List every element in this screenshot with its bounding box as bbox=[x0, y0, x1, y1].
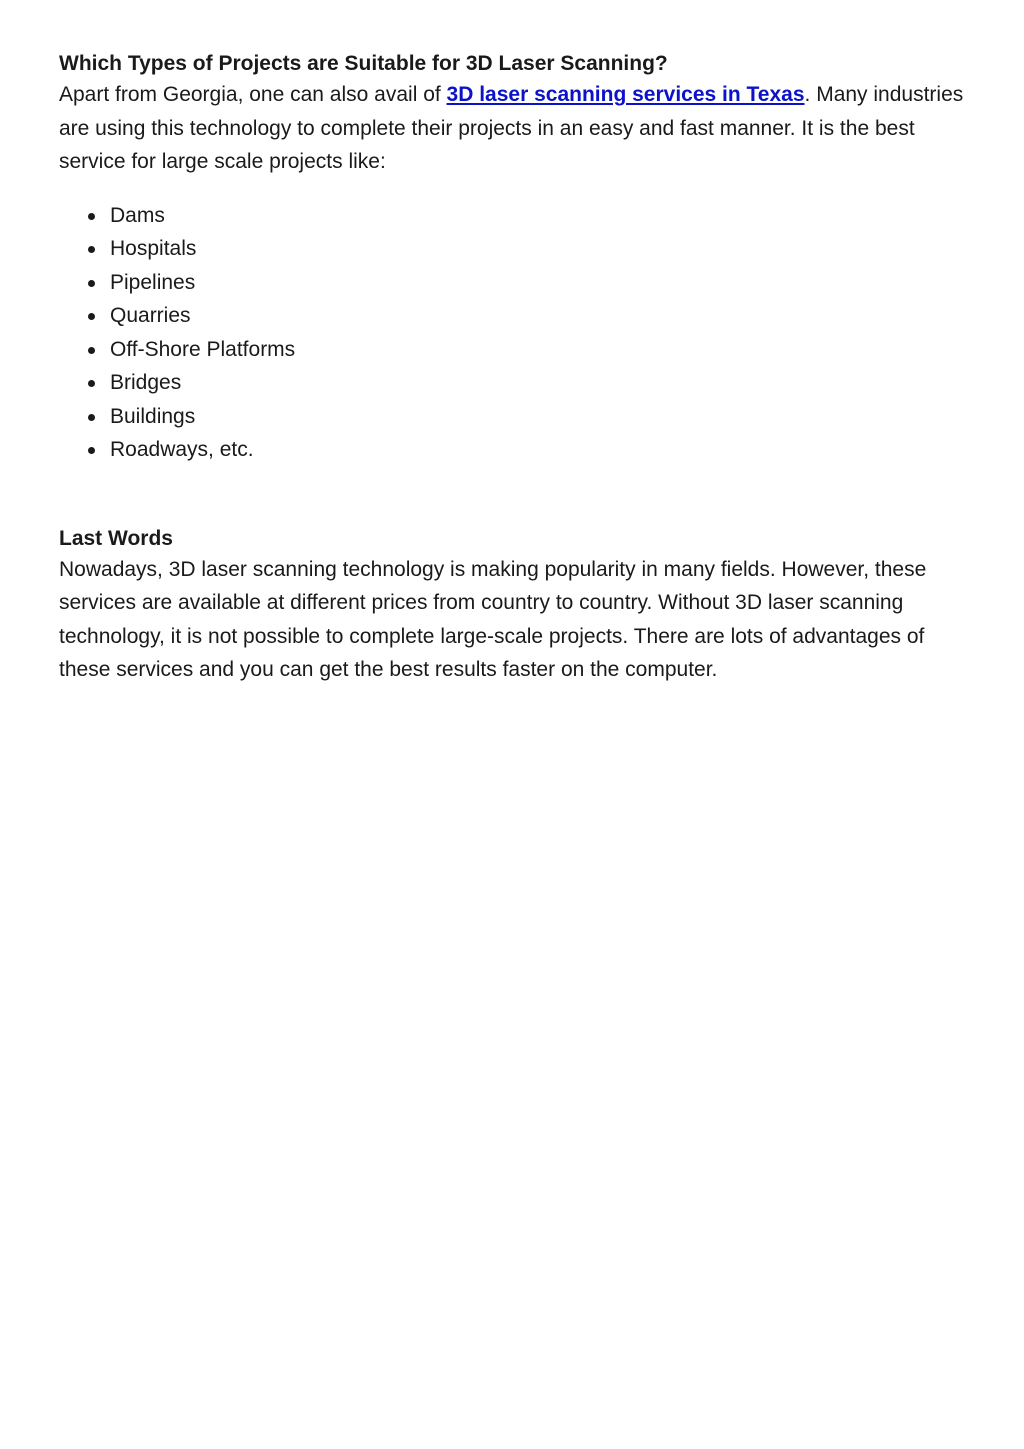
intro-text-start: Apart from Georgia, one can also avail of bbox=[59, 83, 447, 106]
list-item-label: Bridges bbox=[110, 371, 182, 394]
list-item-label: Pipelines bbox=[110, 270, 196, 294]
list-item-label: Off-Shore Platforms bbox=[110, 337, 296, 361]
list-item-label: Hospitals bbox=[110, 237, 197, 260]
list-item bbox=[59, 433, 969, 467]
bullet-icon bbox=[88, 313, 95, 320]
section-heading-project-types: Which Types of Projects are Suitable for 3D Laser Scanning? bbox=[59, 52, 668, 75]
last-words-paragraph: Nowadays, 3D laser scanning technology is making popularity in many fields. However, these services are available at different prices from country to country. Without 3D laser scanning technology, it is not possible to complete large-scale projects. There are lots of advantages of these services and you can get the best results faster on the computer. bbox=[59, 557, 927, 681]
list-item-label: Quarries bbox=[110, 304, 191, 327]
bullet-icon bbox=[88, 280, 95, 287]
bullet-icon bbox=[88, 414, 95, 421]
list-item bbox=[59, 400, 969, 434]
bullet-icon bbox=[88, 380, 95, 387]
bullet-icon bbox=[88, 347, 95, 354]
list-item bbox=[59, 333, 969, 367]
document-page bbox=[59, 50, 969, 687]
bullet-icon bbox=[88, 213, 95, 220]
list-item bbox=[59, 266, 969, 300]
list-item bbox=[59, 366, 969, 400]
project-types-list bbox=[59, 199, 969, 467]
intro-text-end: . Many industries are using this technology to complete their projects in an easy and fast manner. It is the best service for large scale projects like: bbox=[59, 83, 964, 173]
last-words-section bbox=[59, 525, 969, 687]
bullet-icon bbox=[88, 447, 95, 454]
section-heading-last-words: Last Words bbox=[59, 526, 173, 550]
list-item bbox=[59, 232, 969, 266]
list-item-label: Buildings bbox=[110, 404, 196, 428]
list-item-label: Roadways, etc. bbox=[110, 438, 254, 461]
list-item-label: Dams bbox=[110, 203, 165, 227]
list-item bbox=[59, 199, 969, 233]
list-item bbox=[59, 299, 969, 333]
intro-paragraph bbox=[59, 78, 969, 179]
texas-scanning-services-link[interactable]: 3D laser scanning services in Texas bbox=[446, 83, 805, 106]
bullet-icon bbox=[88, 246, 95, 253]
